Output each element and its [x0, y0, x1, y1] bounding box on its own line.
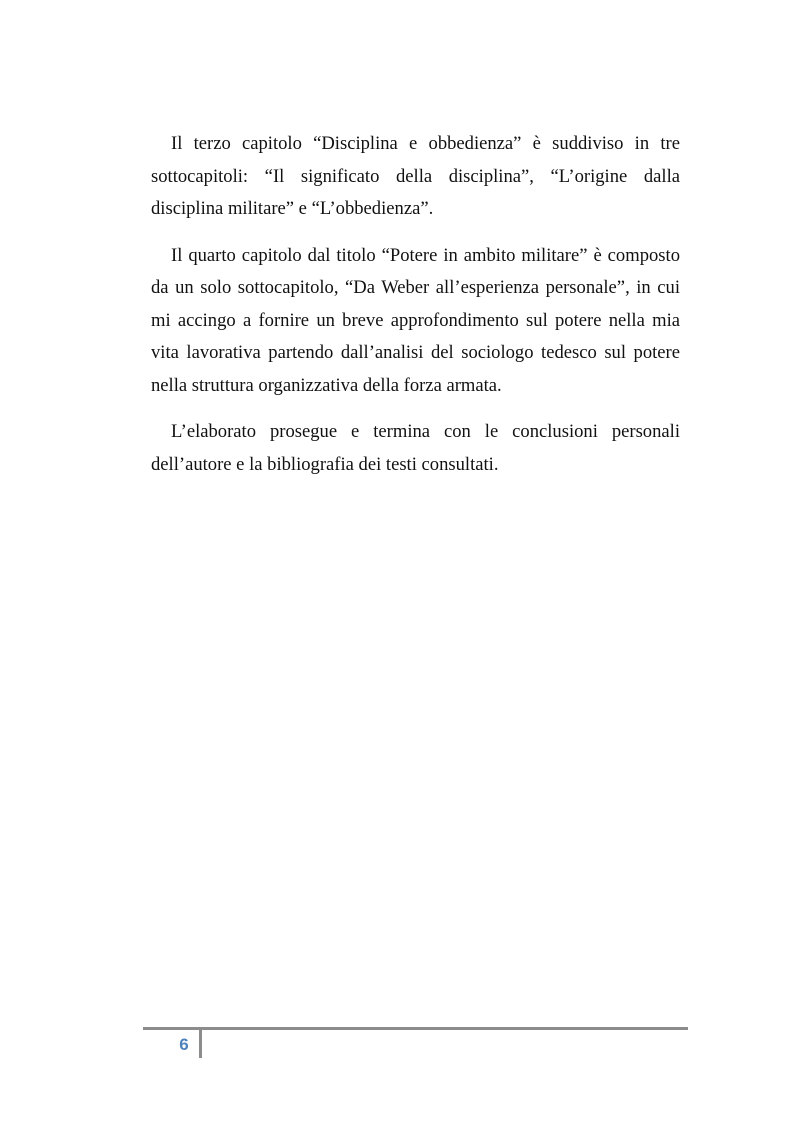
paragraph-fourth-chapter: Il quarto capitolo dal titolo “Potere in ambito militare” è composto da un solo sottocapitolo, “Da Weber all’esperienza personale”, in cui mi accingo a fornire un breve approfondimento sul potere nella mia vita lavorativa partendo dall’analisi del sociologo tedesco sul potere nella struttura organizzativa della forza armata. — [151, 244, 680, 396]
paragraph-conclusion: L’elaborato prosegue e termina con le conclusioni personali dell’autore e la bibliografia dei testi consultati. — [151, 421, 680, 475]
footer-rule — [143, 1027, 688, 1030]
body-text — [151, 128, 680, 495]
page-number: 6 — [179, 1035, 189, 1054]
paragraph-third-chapter: Il terzo capitolo “Disciplina e obbedienza” è suddiviso in tre sottocapitoli: “Il significato della disciplina”, “L’origine dalla disciplina militare” e “L’obbedienza”. — [151, 133, 680, 219]
footer-divider — [199, 1030, 202, 1058]
